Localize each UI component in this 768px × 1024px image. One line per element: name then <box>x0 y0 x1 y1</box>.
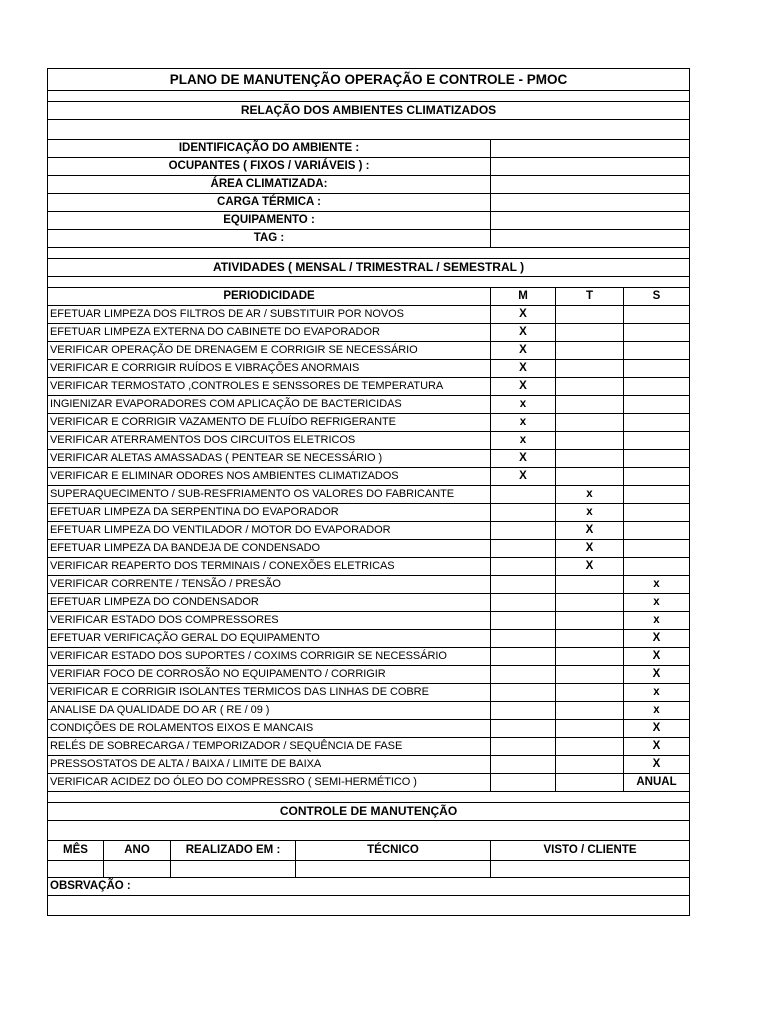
activity-row <box>48 756 690 774</box>
mark-mensal[interactable] <box>491 666 556 684</box>
identificacao-label: EQUIPAMENTO : <box>48 212 491 230</box>
mark-trimestral[interactable]: x <box>556 504 624 522</box>
mark-mensal[interactable]: X <box>491 378 556 396</box>
activity-row <box>48 666 690 684</box>
identificacao-label: OCUPANTES ( FIXOS / VARIÁVEIS ) : <box>48 158 491 176</box>
mark-trimestral[interactable] <box>556 468 624 486</box>
mark-trimestral[interactable] <box>556 360 624 378</box>
pmoc-table <box>47 68 690 916</box>
mark-semestral[interactable] <box>624 342 690 360</box>
mark-trimestral[interactable] <box>556 774 624 792</box>
activity-description: ANALISE DA QUALIDADE DO AR ( RE / 09 ) <box>48 702 491 720</box>
mark-trimestral[interactable] <box>556 702 624 720</box>
header-periodicidade: PERIODICIDADE <box>48 288 491 306</box>
mark-mensal[interactable]: X <box>491 342 556 360</box>
identificacao-value-field[interactable] <box>491 140 690 158</box>
activity-description: VERIFICAR ESTADO DOS SUPORTES / COXIMS CORRIGIR SE NECESSÁRIO <box>48 648 491 666</box>
header-mensal: M <box>491 288 556 306</box>
activity-description: INGIENIZAR EVAPORADORES COM APLICAÇÃO DE BACTERICIDAS <box>48 396 491 414</box>
activity-description: PRESSOSTATOS DE ALTA / BAIXA / LIMITE DE BAIXA <box>48 756 491 774</box>
mark-trimestral[interactable] <box>556 432 624 450</box>
mark-trimestral[interactable] <box>556 630 624 648</box>
mark-mensal[interactable]: X <box>491 306 556 324</box>
identificacao-label: TAG : <box>48 230 491 248</box>
mark-trimestral[interactable]: X <box>556 558 624 576</box>
mark-trimestral[interactable] <box>556 756 624 774</box>
identificacao-label: ÁREA CLIMATIZADA: <box>48 176 491 194</box>
mark-mensal[interactable] <box>491 612 556 630</box>
activity-row <box>48 540 690 558</box>
mark-semestral[interactable] <box>624 540 690 558</box>
mark-semestral[interactable]: ANUAL <box>624 774 690 792</box>
activity-row <box>48 594 690 612</box>
mark-trimestral[interactable]: X <box>556 540 624 558</box>
mark-mensal[interactable]: x <box>491 396 556 414</box>
observacao-label: OBSRVAÇÃO : <box>48 878 690 896</box>
activity-description: EFETUAR VERIFICAÇÃO GERAL DO EQUIPAMENTO <box>48 630 491 648</box>
mark-mensal[interactable]: x <box>491 414 556 432</box>
header-trimestral: T <box>556 288 624 306</box>
observacao-field[interactable] <box>48 896 690 916</box>
mark-mensal[interactable] <box>491 756 556 774</box>
realizado-em-field[interactable] <box>171 861 296 878</box>
identificacao-value-field[interactable] <box>491 212 690 230</box>
mark-trimestral[interactable] <box>556 666 624 684</box>
mark-semestral[interactable]: x <box>624 684 690 702</box>
mark-mensal[interactable] <box>491 558 556 576</box>
mark-semestral[interactable]: X <box>624 720 690 738</box>
activity-row <box>48 414 690 432</box>
mark-trimestral[interactable] <box>556 324 624 342</box>
ano-field[interactable] <box>104 861 171 878</box>
activity-row <box>48 360 690 378</box>
activity-description: RELÉS DE SOBRECARGA / TEMPORIZADOR / SEQUÊNCIA DE FASE <box>48 738 491 756</box>
mark-mensal[interactable] <box>491 720 556 738</box>
activity-description: EFETUAR LIMPEZA DO VENTILADOR / MOTOR DO EVAPORADOR <box>48 522 491 540</box>
mark-semestral[interactable] <box>624 468 690 486</box>
header-ano: ANO <box>104 841 171 861</box>
activity-description: VERIFICAR ACIDEZ DO ÓLEO DO COMPRESSRO ( SEMI-HERMÉTICO ) <box>48 774 491 792</box>
activity-description: VERIFICAR E ELIMINAR ODORES NOS AMBIENTES CLIMATIZADOS <box>48 468 491 486</box>
mes-field[interactable] <box>48 861 104 878</box>
activity-row <box>48 774 690 792</box>
header-semestral: S <box>624 288 690 306</box>
mark-trimestral[interactable] <box>556 414 624 432</box>
mark-semestral[interactable] <box>624 432 690 450</box>
activity-row <box>48 306 690 324</box>
spacer-row <box>48 277 690 288</box>
activity-description: VERIFICAR TERMOSTATO ,CONTROLES E SENSSORES DE TEMPERATURA <box>48 378 491 396</box>
mark-semestral[interactable] <box>624 450 690 468</box>
mark-trimestral[interactable] <box>556 648 624 666</box>
mark-mensal[interactable] <box>491 576 556 594</box>
activity-row <box>48 558 690 576</box>
mark-mensal[interactable]: X <box>491 324 556 342</box>
spacer-row <box>48 91 690 102</box>
activity-row <box>48 612 690 630</box>
mark-mensal[interactable] <box>491 630 556 648</box>
activity-description: EFETUAR LIMPEZA DO CONDENSADOR <box>48 594 491 612</box>
header-visto-cliente: VISTO / CLIENTE <box>491 841 690 861</box>
activity-row <box>48 486 690 504</box>
identificacao-value-field[interactable] <box>491 194 690 212</box>
mark-semestral[interactable]: X <box>624 630 690 648</box>
mark-semestral[interactable] <box>624 378 690 396</box>
mark-semestral[interactable]: x <box>624 594 690 612</box>
mark-trimestral[interactable] <box>556 576 624 594</box>
section-atividades: ATIVIDADES ( MENSAL / TRIMESTRAL / SEMESTRAL ) <box>48 259 690 277</box>
activity-description: EFETUAR LIMPEZA DOS FILTROS DE AR / SUBSTITUIR POR NOVOS <box>48 306 491 324</box>
mark-trimestral[interactable] <box>556 612 624 630</box>
mark-mensal[interactable] <box>491 684 556 702</box>
mark-semestral[interactable] <box>624 360 690 378</box>
mark-trimestral[interactable] <box>556 594 624 612</box>
mark-semestral[interactable]: X <box>624 648 690 666</box>
mark-semestral[interactable]: X <box>624 666 690 684</box>
mark-semestral[interactable] <box>624 396 690 414</box>
mark-trimestral[interactable]: X <box>556 522 624 540</box>
mark-semestral[interactable]: x <box>624 576 690 594</box>
activity-description: VERIFICAR CORRENTE / TENSÃO / PRESÃO <box>48 576 491 594</box>
activity-description: VERIFICAR E CORRIGIR VAZAMENTO DE FLUÍDO REFRIGERANTE <box>48 414 491 432</box>
mark-trimestral[interactable] <box>556 738 624 756</box>
activity-description: EFETUAR LIMPEZA DA SERPENTINA DO EVAPORADOR <box>48 504 491 522</box>
mark-semestral[interactable] <box>624 306 690 324</box>
spacer-row <box>48 821 690 841</box>
visto-cliente-field[interactable] <box>491 861 690 878</box>
mark-semestral[interactable]: X <box>624 738 690 756</box>
section-controle: CONTROLE DE MANUTENÇÃO <box>48 803 690 821</box>
activity-row <box>48 702 690 720</box>
identificacao-value-field[interactable] <box>491 176 690 194</box>
mark-trimestral[interactable] <box>556 450 624 468</box>
activity-row <box>48 432 690 450</box>
activity-description: VERIFICAR ATERRAMENTOS DOS CIRCUITOS ELETRICOS <box>48 432 491 450</box>
mark-semestral[interactable] <box>624 486 690 504</box>
activity-row <box>48 324 690 342</box>
activity-row <box>48 504 690 522</box>
identificacao-value-field[interactable] <box>491 230 690 248</box>
mark-semestral[interactable] <box>624 558 690 576</box>
header-realizado-em: REALIZADO EM : <box>171 841 296 861</box>
activity-description: EFETUAR LIMPEZA EXTERNA DO CABINETE DO EVAPORADOR <box>48 324 491 342</box>
mark-semestral[interactable] <box>624 504 690 522</box>
activity-row <box>48 342 690 360</box>
mark-semestral[interactable] <box>624 414 690 432</box>
mark-trimestral[interactable] <box>556 720 624 738</box>
mark-mensal[interactable] <box>491 504 556 522</box>
activity-description: VERIFICAR REAPERTO DOS TERMINAIS / CONEXÕES ELETRICAS <box>48 558 491 576</box>
activity-description: VERIFICAR E CORRIGIR ISOLANTES TERMICOS DAS LINHAS DE COBRE <box>48 684 491 702</box>
activity-row <box>48 450 690 468</box>
tecnico-field[interactable] <box>296 861 491 878</box>
activity-row <box>48 378 690 396</box>
mark-trimestral[interactable] <box>556 396 624 414</box>
mark-mensal[interactable] <box>491 702 556 720</box>
activity-row <box>48 576 690 594</box>
activity-description: VERIFICAR OPERAÇÃO DE DRENAGEM E CORRIGIR SE NECESSÁRIO <box>48 342 491 360</box>
activity-row <box>48 522 690 540</box>
mark-mensal[interactable] <box>491 594 556 612</box>
mark-semestral[interactable]: x <box>624 702 690 720</box>
activity-row <box>48 684 690 702</box>
header-tecnico: TÉCNICO <box>296 841 491 861</box>
activity-description: EFETUAR LIMPEZA DA BANDEJA DE CONDENSADO <box>48 540 491 558</box>
mark-mensal[interactable]: X <box>491 450 556 468</box>
activity-description: VERIFICAR ESTADO DOS COMPRESSORES <box>48 612 491 630</box>
identificacao-label: CARGA TÉRMICA : <box>48 194 491 212</box>
mark-mensal[interactable] <box>491 774 556 792</box>
mark-trimestral[interactable]: x <box>556 486 624 504</box>
mark-semestral[interactable] <box>624 324 690 342</box>
mark-mensal[interactable]: X <box>491 360 556 378</box>
mark-trimestral[interactable] <box>556 306 624 324</box>
activity-description: CONDIÇÕES DE ROLAMENTOS EIXOS E MANCAIS <box>48 720 491 738</box>
activity-description: VERIFICAR E CORRIGIR RUÍDOS E VIBRAÇÕES ANORMAIS <box>48 360 491 378</box>
pmoc-form <box>47 68 689 916</box>
activity-row <box>48 720 690 738</box>
activity-row <box>48 738 690 756</box>
mark-semestral[interactable]: X <box>624 756 690 774</box>
activity-row <box>48 648 690 666</box>
activity-description: VERIFICAR ALETAS AMASSADAS ( PENTEAR SE NECESSÁRIO ) <box>48 450 491 468</box>
spacer-row <box>48 120 690 140</box>
mark-mensal[interactable] <box>491 738 556 756</box>
identificacao-label: IDENTIFICAÇÃO DO AMBIENTE : <box>48 140 491 158</box>
mark-mensal[interactable] <box>491 648 556 666</box>
section-ambientes: RELAÇÃO DOS AMBIENTES CLIMATIZADOS <box>48 102 690 120</box>
activity-row <box>48 396 690 414</box>
mark-mensal[interactable] <box>491 540 556 558</box>
mark-mensal[interactable] <box>491 486 556 504</box>
activity-description: SUPERAQUECIMENTO / SUB-RESFRIAMENTO OS VALORES DO FABRICANTE <box>48 486 491 504</box>
mark-mensal[interactable]: X <box>491 468 556 486</box>
form-title: PLANO DE MANUTENÇÃO OPERAÇÃO E CONTROLE - PMOC <box>48 69 690 91</box>
mark-trimestral[interactable] <box>556 684 624 702</box>
activity-row <box>48 630 690 648</box>
identificacao-value-field[interactable] <box>491 158 690 176</box>
mark-semestral[interactable]: x <box>624 612 690 630</box>
mark-mensal[interactable] <box>491 522 556 540</box>
spacer-row <box>48 792 690 803</box>
mark-semestral[interactable] <box>624 522 690 540</box>
mark-trimestral[interactable] <box>556 342 624 360</box>
mark-mensal[interactable]: x <box>491 432 556 450</box>
header-mes: MÊS <box>48 841 104 861</box>
activity-description: VERIFIAR FOCO DE CORROSÃO NO EQUIPAMENTO / CORRIGIR <box>48 666 491 684</box>
mark-trimestral[interactable] <box>556 378 624 396</box>
activity-row <box>48 468 690 486</box>
spacer-row <box>48 248 690 259</box>
